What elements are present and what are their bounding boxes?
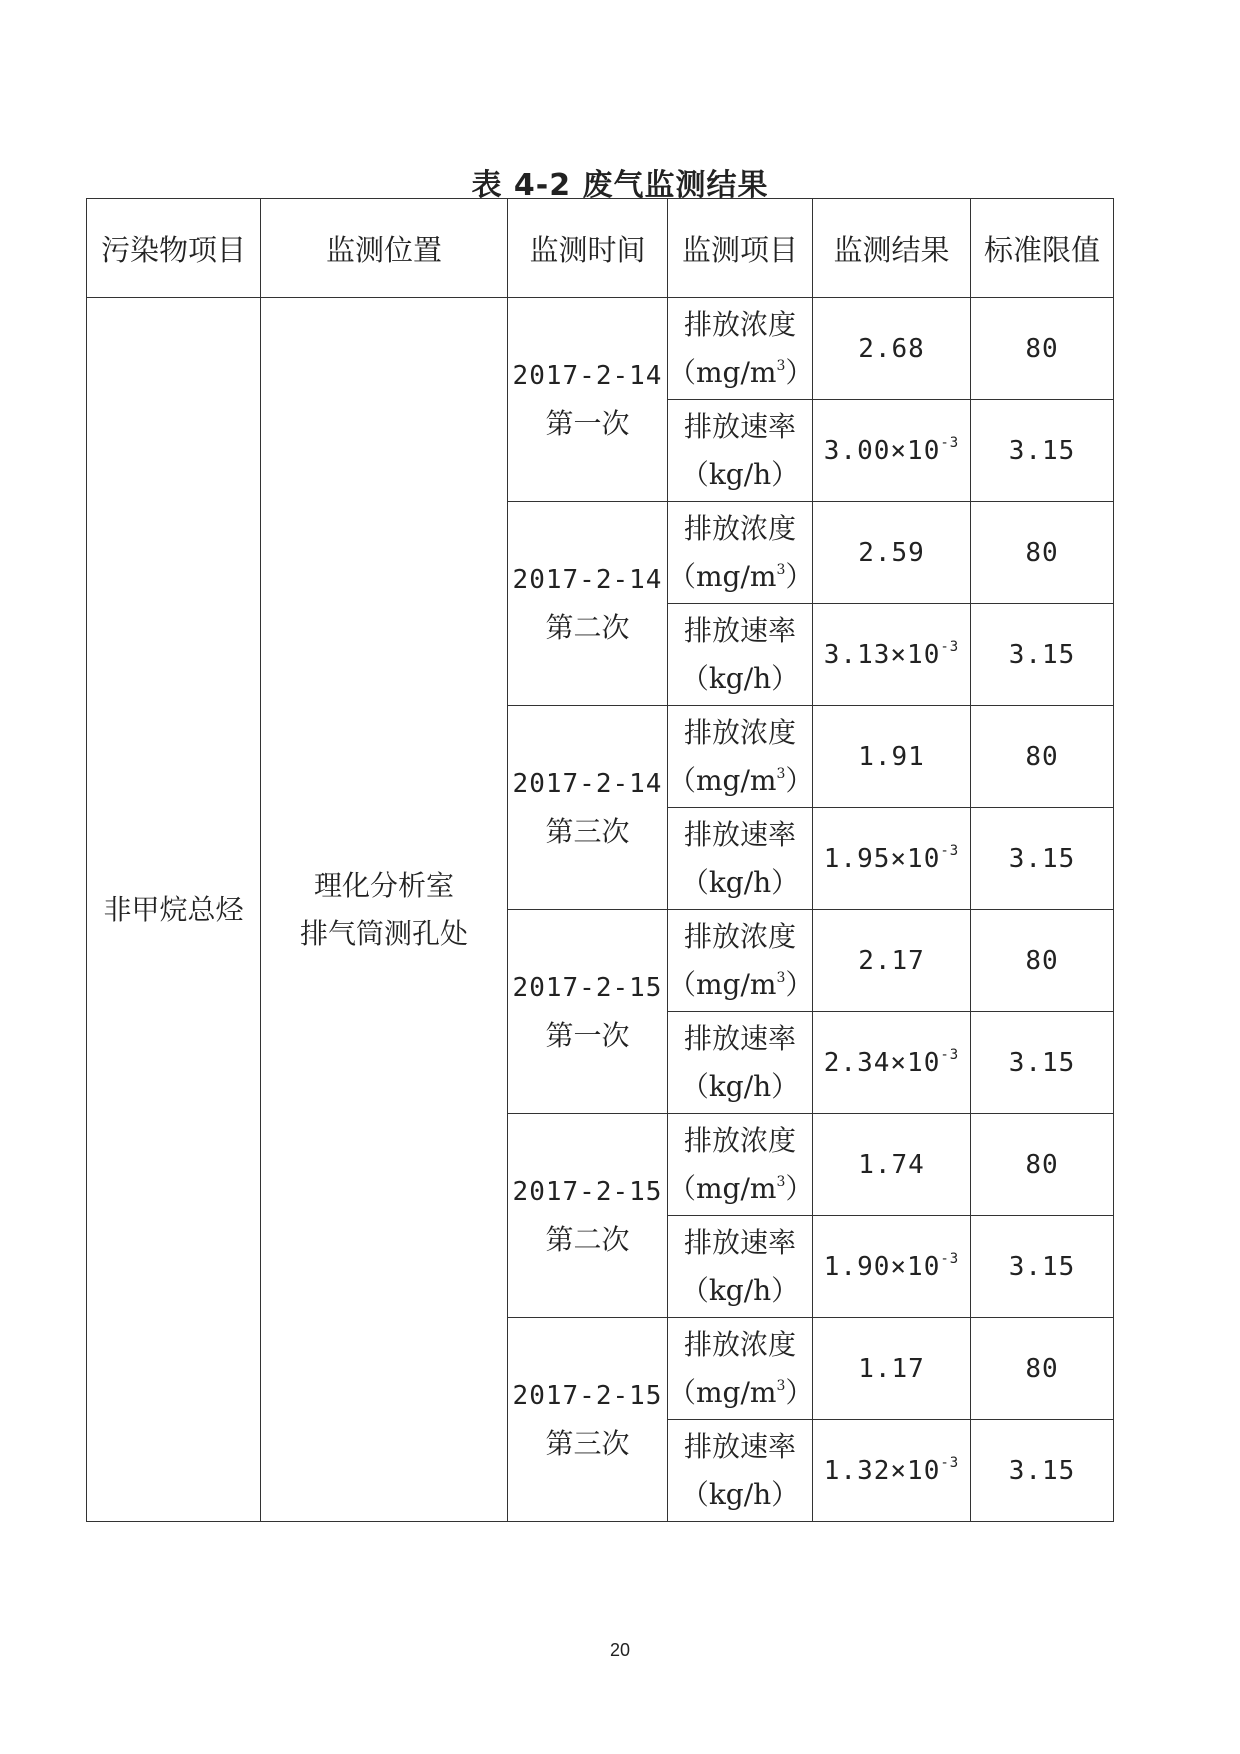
concentration-limit: 80 [971,502,1114,604]
concentration-result: 2.59 [813,502,971,604]
sampling-date: 2017-2-15 [512,1380,663,1411]
sampling-date: 2017-2-15 [512,1176,663,1207]
sampling-time-cell [508,910,668,1114]
rate-mantissa: 1.32×10 [823,1455,941,1486]
concentration-result: 1.91 [813,706,971,808]
rate-limit: 3.15 [971,1216,1114,1318]
pollutant-name: 非甲烷总烃 [103,892,244,926]
concentration-limit: 80 [971,1114,1114,1216]
rate-exponent: -3 [940,638,960,655]
unit-superscript: 3 [776,1377,786,1394]
item-concentration-cell [668,502,813,604]
monitoring-table [86,198,1114,1522]
sampling-date: 2017-2-14 [512,360,663,391]
unit-superscript: 3 [776,357,786,374]
sampling-date: 2017-2-15 [512,972,663,1003]
item-rate-name: 排放速率 [683,409,796,443]
header-location: 监测位置 [261,199,508,298]
item-rate-name: 排放速率 [683,1225,796,1259]
header-result: 监测结果 [813,199,971,298]
location-line2: 排气筒测孔处 [299,916,468,950]
item-concentration-cell [668,298,813,400]
sampling-round: 第二次 [545,610,630,644]
unit-suffix: ） [785,763,814,797]
rate-mantissa: 1.95×10 [823,843,941,874]
item-rate-name: 排放速率 [683,613,796,647]
unit-suffix: ） [785,355,814,389]
item-concentration-name: 排放浓度 [683,1123,796,1157]
unit-prefix: （mg/m [668,967,777,1001]
sampling-time-cell [508,502,668,706]
header-item: 监测项目 [668,199,813,298]
item-concentration-name: 排放浓度 [683,1327,796,1361]
item-concentration-unit [668,757,812,805]
unit-prefix: （mg/m [668,1171,777,1205]
sampling-round: 第三次 [545,1426,630,1460]
unit-superscript: 3 [776,1173,786,1190]
item-concentration-name: 排放浓度 [683,511,796,545]
sampling-time-cell [508,1114,668,1318]
item-rate-cell [668,400,813,502]
unit-prefix: （mg/m [668,355,777,389]
sampling-round: 第一次 [545,406,630,440]
concentration-result: 1.17 [813,1318,971,1420]
sampling-time-cell [508,1318,668,1522]
header-pollutant: 污染物项目 [87,199,261,298]
item-concentration-unit [668,1369,812,1417]
unit-prefix: （mg/m [668,763,777,797]
item-concentration-name: 排放浓度 [683,919,796,953]
item-rate-unit: （kg/h） [680,1069,800,1103]
table-row [87,298,1114,400]
item-concentration-unit [668,961,812,1009]
rate-mantissa: 3.00×10 [823,435,941,466]
item-rate-unit: （kg/h） [680,1477,800,1511]
sampling-date: 2017-2-14 [512,768,663,799]
header-limit: 标准限值 [971,199,1114,298]
sampling-round: 第一次 [545,1018,630,1052]
rate-limit: 3.15 [971,808,1114,910]
rate-result [813,808,971,910]
concentration-result: 2.68 [813,298,971,400]
item-concentration-unit [668,553,812,601]
item-rate-name: 排放速率 [683,817,796,851]
pollutant-cell [87,298,261,1522]
item-concentration-name: 排放浓度 [683,715,796,749]
item-concentration-cell [668,1318,813,1420]
concentration-limit: 80 [971,706,1114,808]
rate-result [813,1420,971,1522]
item-rate-cell [668,1420,813,1522]
unit-superscript: 3 [776,765,786,782]
rate-exponent: -3 [940,842,960,859]
item-concentration-cell [668,910,813,1012]
sampling-time-cell [508,706,668,910]
item-concentration-unit [668,349,812,397]
rate-exponent: -3 [940,1454,960,1471]
rate-exponent: -3 [940,1046,960,1063]
unit-suffix: ） [785,1171,814,1205]
rate-exponent: -3 [940,1250,960,1267]
header-time: 监测时间 [508,199,668,298]
sampling-time-cell [508,298,668,502]
sampling-round: 第三次 [545,814,630,848]
header-row [87,199,1114,298]
location-line1: 理化分析室 [313,868,454,902]
rate-mantissa: 1.90×10 [823,1251,941,1282]
sampling-date: 2017-2-14 [512,564,663,595]
unit-superscript: 3 [776,969,786,986]
item-concentration-unit [668,1165,812,1213]
item-rate-unit: （kg/h） [680,1273,800,1307]
location-cell [261,298,508,1522]
item-rate-name: 排放速率 [683,1429,796,1463]
unit-suffix: ） [785,559,814,593]
concentration-limit: 80 [971,298,1114,400]
rate-result [813,604,971,706]
unit-suffix: ） [785,1375,814,1409]
rate-limit: 3.15 [971,604,1114,706]
rate-limit: 3.15 [971,1420,1114,1522]
sampling-round: 第二次 [545,1222,630,1256]
unit-superscript: 3 [776,561,786,578]
rate-mantissa: 2.34×10 [823,1047,941,1078]
rate-limit: 3.15 [971,400,1114,502]
item-concentration-cell [668,706,813,808]
page-number: 20 [609,1640,631,1660]
item-rate-name: 排放速率 [683,1021,796,1055]
concentration-result: 1.74 [813,1114,971,1216]
rate-limit: 3.15 [971,1012,1114,1114]
concentration-limit: 80 [971,1318,1114,1420]
concentration-result: 2.17 [813,910,971,1012]
item-rate-cell [668,1012,813,1114]
rate-exponent: -3 [940,434,960,451]
unit-prefix: （mg/m [668,1375,777,1409]
table-title: 表 4-2 废气监测结果 [471,168,769,203]
item-concentration-cell [668,1114,813,1216]
unit-prefix: （mg/m [668,559,777,593]
item-rate-unit: （kg/h） [680,865,800,899]
item-rate-cell [668,808,813,910]
item-rate-unit: （kg/h） [680,661,800,695]
item-concentration-name: 排放浓度 [683,307,796,341]
item-rate-cell [668,1216,813,1318]
unit-suffix: ） [785,967,814,1001]
rate-result [813,1012,971,1114]
rate-result [813,400,971,502]
rate-result [813,1216,971,1318]
item-rate-cell [668,604,813,706]
rate-mantissa: 3.13×10 [823,639,941,670]
concentration-limit: 80 [971,910,1114,1012]
item-rate-unit: （kg/h） [680,457,800,491]
